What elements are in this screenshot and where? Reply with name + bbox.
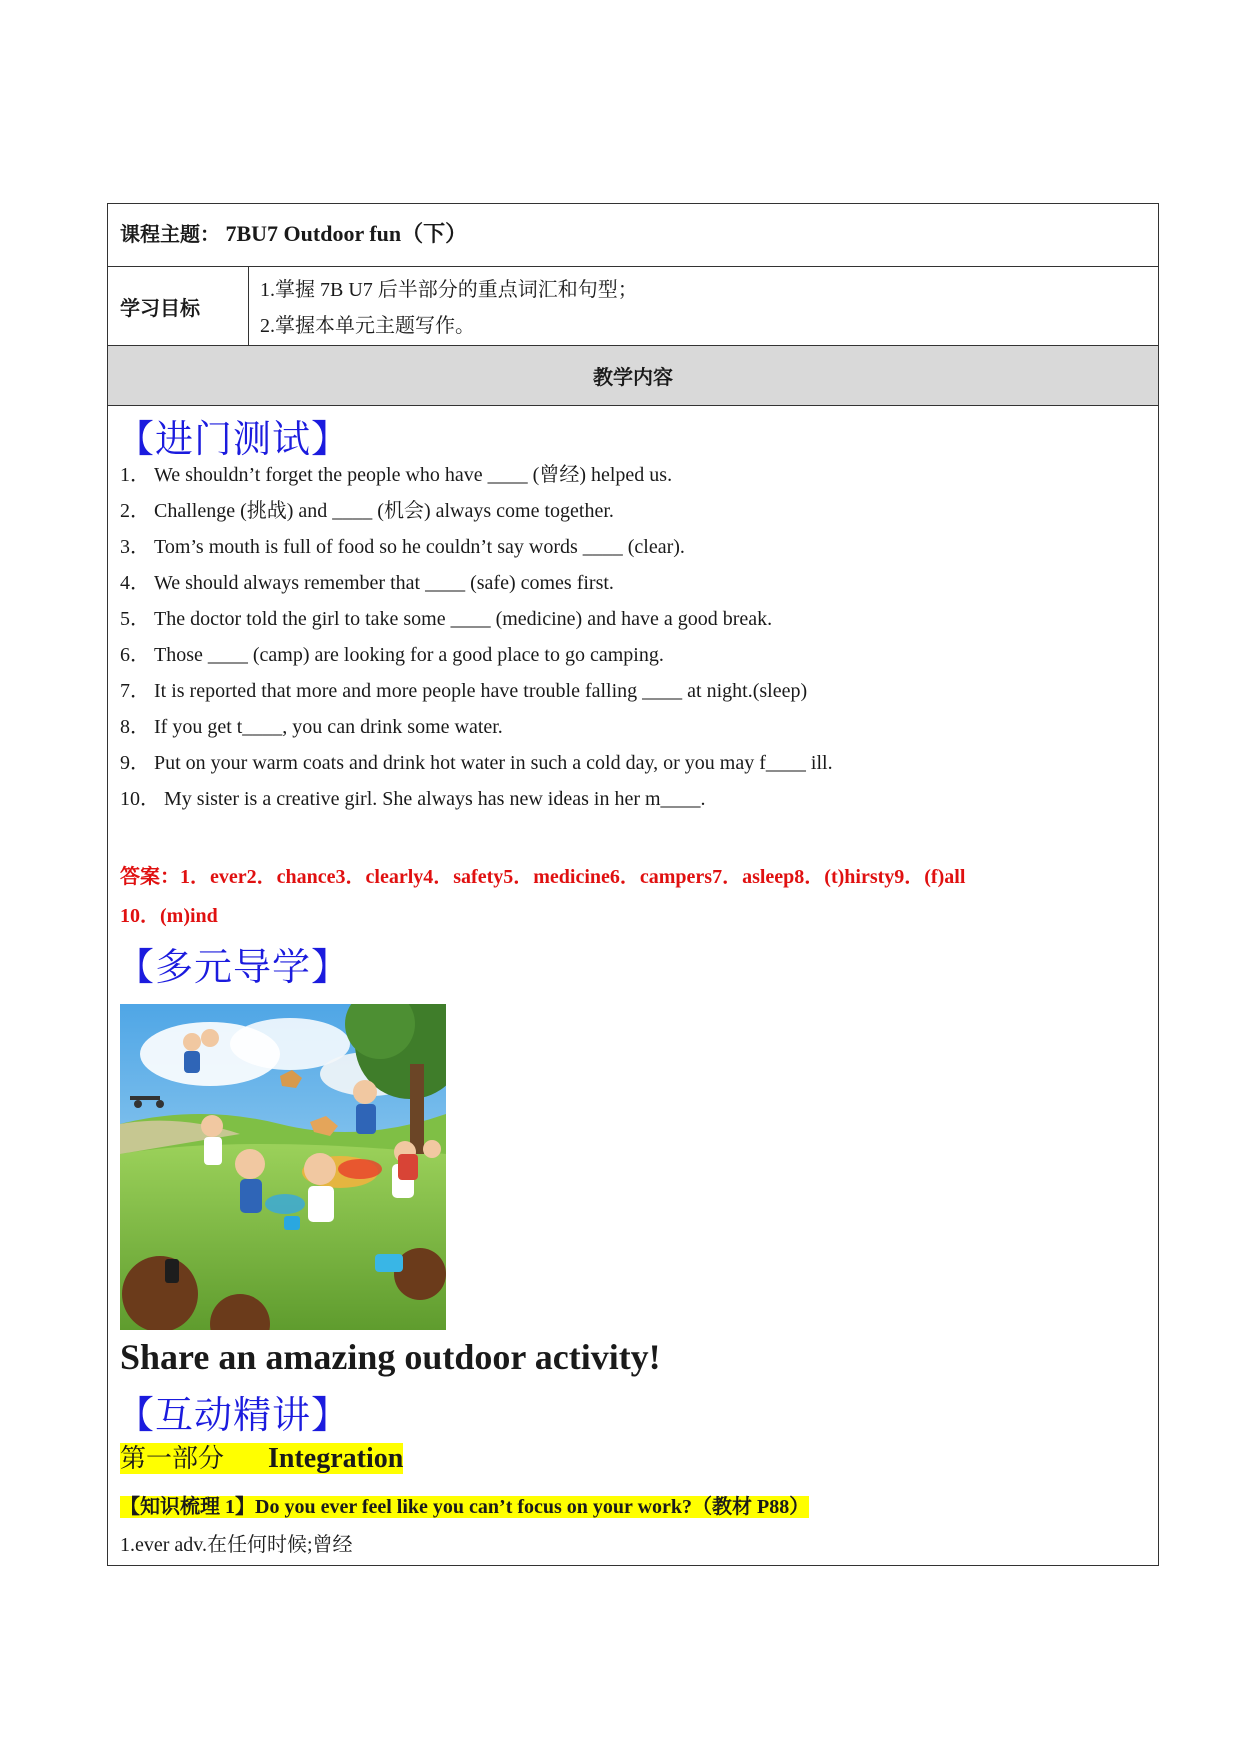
question-text: Tom’s mouth is full of food so he couldn’t say words ____ (clear). <box>154 536 685 558</box>
knowledge-point-1 <box>120 1490 809 1519</box>
goal-row <box>108 267 1158 346</box>
question-text: We shouldn’t forget the people who have ____ (曾经) helped us. <box>154 464 673 486</box>
part-cn: 第一部分 <box>120 1444 225 1474</box>
question-item <box>120 494 614 523</box>
question-number: 5． <box>120 608 150 630</box>
goal-2: 2.掌握本单元主题写作。 <box>260 315 475 337</box>
question-text: My sister is a creative girl. She always has new ideas in her m____. <box>164 788 706 810</box>
question-number: 3． <box>120 536 150 558</box>
knowledge-text: 【知识梳理 1】Do you ever feel like you can’t focus on your work?（教材 P88） <box>120 1496 810 1518</box>
lecture-heading: 【互动精讲】 <box>116 1393 351 1437</box>
question-text: Those ____ (camp) are looking for a good place to go camping. <box>154 644 664 666</box>
question-item <box>120 458 672 487</box>
question-item <box>120 674 807 703</box>
question-number: 1． <box>120 464 150 486</box>
question-item <box>120 602 772 631</box>
question-text: The doctor told the girl to take some ____ (medicine) and have a good break. <box>154 608 773 630</box>
topic <box>120 217 467 248</box>
guide-heading: 【多元导学】 <box>116 945 351 989</box>
question-number: 9． <box>120 752 150 774</box>
outdoor-illustration <box>120 1004 446 1330</box>
goal-divider <box>248 267 249 345</box>
answer-line-1: 答案：1．ever2．chance3．clearly4．safety5．medicine6．campers7．asleep8．(t)hirsty9．(f)all <box>120 866 966 888</box>
question-text: Put on your warm coats and drink hot water in such a cold day, or you may f____ ill. <box>154 752 833 774</box>
content-header-row <box>108 346 1158 406</box>
question-text: Challenge (挑战) and ____ (机会) always come together. <box>154 500 614 522</box>
question-text: If you get t____, you can drink some water. <box>154 716 503 738</box>
question-item <box>120 638 664 667</box>
part-en: Integration <box>268 1443 404 1474</box>
question-item <box>120 566 614 595</box>
ever-definition: 1.ever adv.在任何时候;曾经 <box>120 1534 353 1556</box>
goal-label: 学习目标 <box>120 296 200 320</box>
goal-1: 1.掌握 7B U7 后半部分的重点词汇和句型； <box>260 279 638 301</box>
topic-row <box>108 204 1158 267</box>
question-item <box>120 710 503 739</box>
part-one-title <box>120 1438 403 1475</box>
share-caption: Share an amazing outdoor activity! <box>120 1337 661 1377</box>
answer-line-2: 10．(m)ind <box>120 905 218 927</box>
question-item <box>120 530 685 559</box>
question-number: 10． <box>120 788 160 810</box>
topic-value: 7BU7 Outdoor fun（下） <box>225 221 468 246</box>
topic-label: 课程主题： <box>120 222 220 246</box>
question-text: We should always remember that ____ (safe) comes first. <box>154 572 614 594</box>
question-text: It is reported that more and more people have trouble falling ____ at night.(sleep) <box>154 680 808 702</box>
question-number: 8． <box>120 716 150 738</box>
question-number: 7． <box>120 680 150 702</box>
entry-test-heading: 【进门测试】 <box>116 417 351 461</box>
question-item <box>120 782 706 811</box>
question-item <box>120 746 833 775</box>
outdoor-activity-image <box>120 1004 446 1330</box>
lesson-table <box>107 203 1159 1566</box>
content-title: 教学内容 <box>593 365 673 389</box>
question-number: 4． <box>120 572 150 594</box>
question-number: 2． <box>120 500 150 522</box>
question-number: 6． <box>120 644 150 666</box>
